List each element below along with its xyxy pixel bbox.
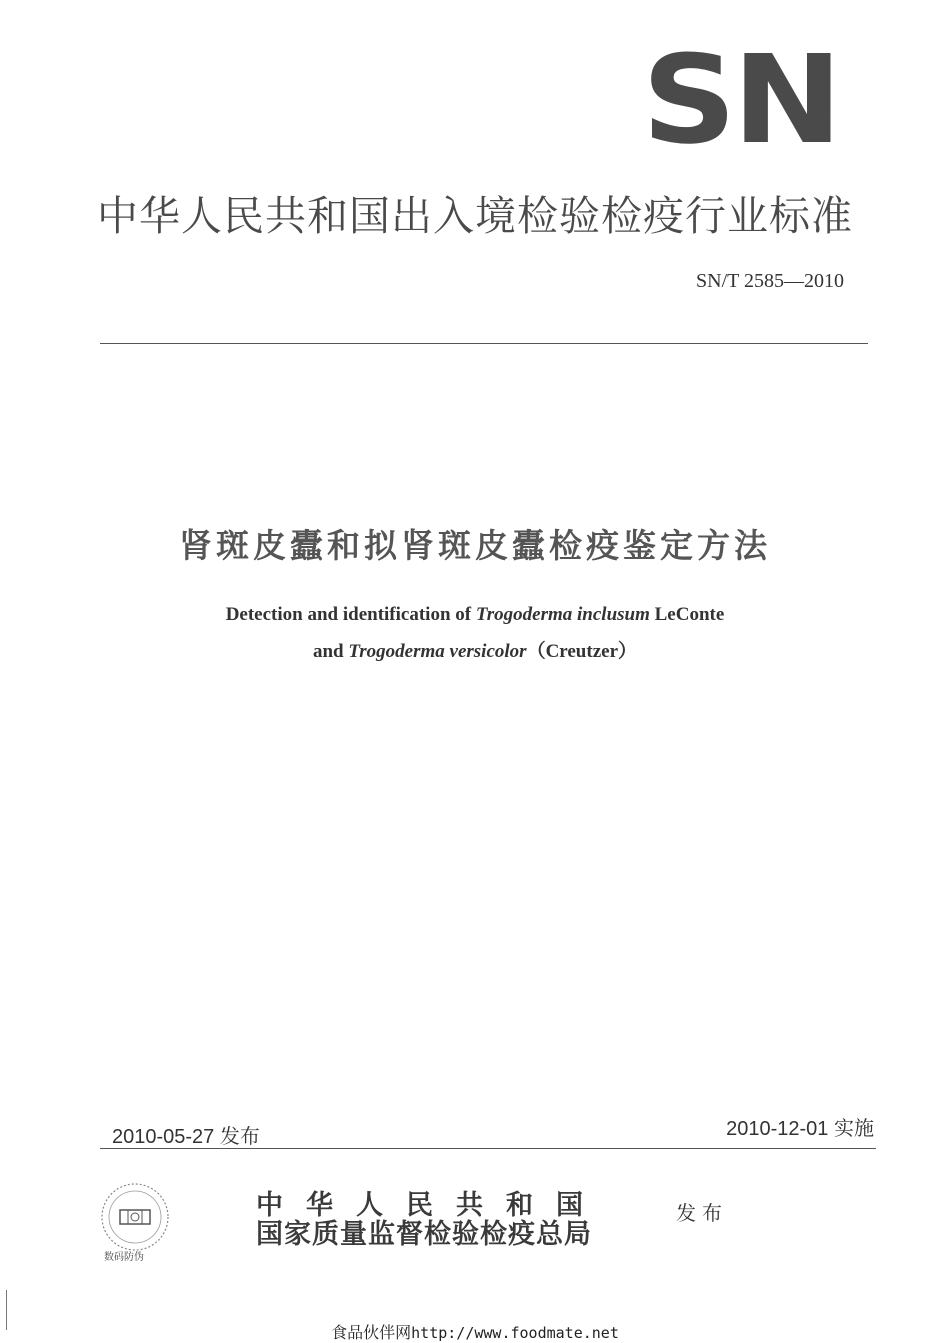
- anti-counterfeit-seal-icon: [98, 1180, 172, 1254]
- document-title-chinese: 肾斑皮蠹和拟肾斑皮蠹检疫鉴定方法: [179, 526, 771, 565]
- header-divider: [100, 343, 868, 344]
- seal-label: 数码防伪: [104, 1252, 144, 1263]
- title-en-line2-prefix: and: [312, 641, 349, 662]
- footer-watermark: [0, 1320, 950, 1343]
- issuing-authority-heading: 中华人民共和国出入境检验检疫行业标准: [97, 192, 853, 240]
- sn-logo: SN: [641, 29, 839, 171]
- publisher-agency: 国家质量监督检验检疫总局: [256, 1219, 592, 1250]
- implementation-date: 2010-12-01 实施: [726, 1118, 874, 1140]
- title-en-line1-prefix: Detection and identification of: [225, 604, 476, 625]
- title-en-line2-suffix: （Creutzer）: [526, 641, 638, 662]
- title-en-line1-suffix: LeConte: [649, 604, 725, 625]
- footer-site-name: 食品伙伴网: [331, 1323, 412, 1342]
- footer-divider: [100, 1148, 876, 1149]
- species-name-2: Trogoderma versicolor: [348, 641, 527, 662]
- standard-number: SN/T 2585—2010: [696, 270, 844, 292]
- document-title-english-line2: [0, 636, 950, 663]
- species-name-1: Trogoderma inclusum: [475, 604, 650, 625]
- issue-date: 2010-05-27 发布: [112, 1126, 260, 1148]
- footer-url[interactable]: http://www.foodmate.net: [411, 1324, 619, 1342]
- document-title-english-line1: [0, 604, 950, 626]
- publisher-country: 中华人民共和国: [256, 1190, 606, 1221]
- publish-label: 发布: [676, 1201, 728, 1225]
